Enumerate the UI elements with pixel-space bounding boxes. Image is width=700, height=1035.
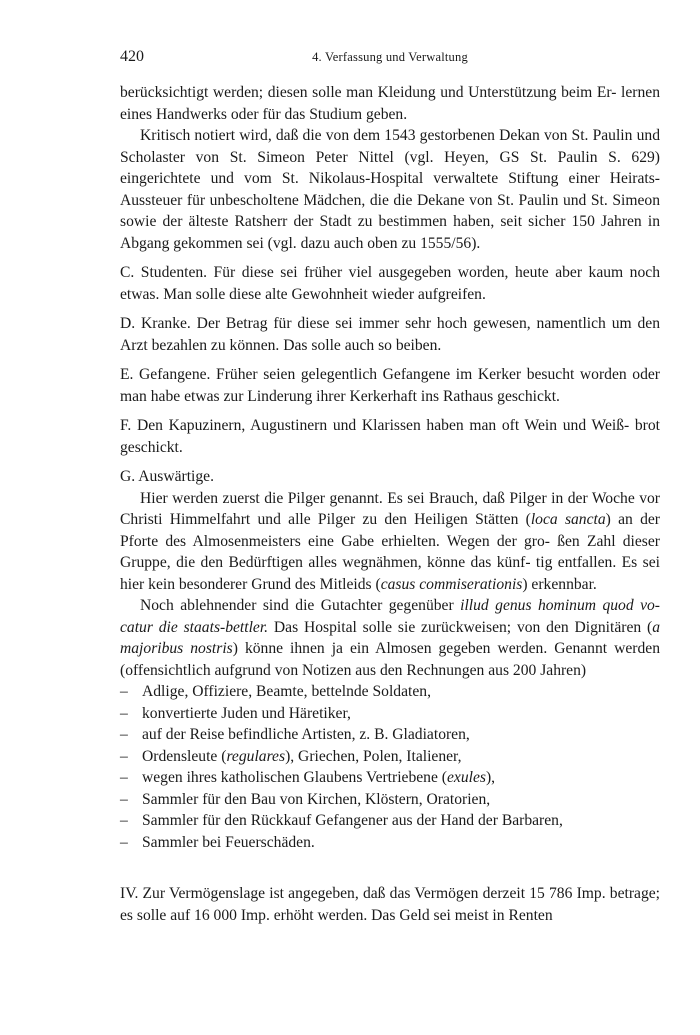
list-item: – konvertierte Juden und Häretiker, [120,703,660,725]
paragraph-nittel-foundation: Kritisch notiert wird, daß die von dem 1543 gestorbenen Dekan von St. Paulin und Scholaster von St. Simeon Peter Nittel (vgl. Heyen, GS St. Paulin S. 629) eingerichtete und vom St. Nikolaus-Hospital verwaltete Stiftung einer Heirats-Aussteuer für unbescholtene Mädchen, die die Dekane von St. Paulin und St. Simeon sowie der älteste Ratsherr der Stadt zu bestimmen haben, seit sicher 150 Jahren in Abgang gekommen sei (vgl. dazu auch oben zu 1555/56). [120,127,660,252]
list-item [120,746,660,768]
section-iv-assets: IV. Zur Vermögenslage ist angegeben, daß das Vermögen derzeit 15 786 Imp. betrage; es solle auf 16 000 Imp. erhöht werden. Das Geld sei meist in Renten [120,885,660,924]
text-run: ), [485,769,496,786]
list-item: – auf der Reise befindliche Artisten, z. B. Gladiatoren, [120,724,660,746]
list-item: – Adlige, Offiziere, Beamte, bettelnde Soldaten, [120,681,660,703]
list-item: – Sammler für den Rückkauf Gefangener aus der Hand der Barbaren, [120,810,660,832]
list-item [120,767,660,789]
latin-term: casus commiserationis [380,575,523,593]
section-c-students: C. Studenten. Für diese sei früher viel ausgegeben worden, heute aber kaum noch etwas. Man solle diese alte Gewohnheit wieder aufgreifen. [120,264,660,303]
paragraph-pilgrims [120,488,660,596]
latin-term: a majoribus nostris [120,618,660,657]
text-run: Hier werden zuerst die Pilger genannt. Es sei Brauch, daß Pilger in der Woche vor Christi Himmelfahrt und alle Pilger zu den Heiligen Stätten ( [120,489,660,528]
page-header [120,48,660,70]
page-number: 420 [120,48,144,65]
text-run: wegen ihres katholischen Glaubens Vertriebene ( [142,769,447,786]
text-run: ) an der Pforte des Almosenmeisters eine Gabe erhielten. Wegen der gro- ßen Zahl dieser Gruppe, die den Bedürftigen alles wegnähmen, könne das künf- tig entfallen. Es sei hier kein besonderer Grund des Mitleids ( [120,511,660,593]
paragraph-continuation: berücksichtigt werden; diesen solle man Kleidung und Unterstützung beim Er- lernen eines Handwerks oder für das Studium geben. [120,84,660,123]
section-e-prisoners: E. Gefangene. Früher seien gelegentlich Gefangene im Kerker besucht worden oder man habe etwas zur Linderung ihrer Kerkerhaft ins Rathaus geschickt. [120,366,660,405]
section-f-monasteries: F. Den Kapuzinern, Augustinern und Klarissen haben man oft Wein und Weiß- brot geschickt. [120,417,660,456]
text-run: Noch ablehnender sind die Gutachter gegenüber [140,597,461,614]
latin-term: loca sancta [530,511,606,528]
section-g-heading: G. Auswärtige. [120,468,214,485]
running-head: 4. Verfassung und Verwaltung [312,50,468,64]
latin-term: exules [446,769,486,786]
beggar-categories-list [120,681,660,853]
latin-term: regulares [226,747,286,765]
body-text [120,82,660,926]
section-d-sick: D. Kranke. Der Betrag für diese sei immer sehr hoch gewesen, namentlich um den Arzt bezahlen zu können. Das solle auch so beiben. [120,315,660,354]
text-run: ), Griechen, Polen, Italiener, [285,747,462,765]
list-item: – Sammler für den Bau von Kirchen, Klöstern, Oratorien, [120,789,660,811]
paragraph-state-beggars [120,595,660,681]
text-run: ) erkennbar. [522,575,597,593]
latin-term: illud genus hominum quod vo- catur die staats-bettler. [120,597,660,636]
text-run: ) könne ihnen ja ein Almosen gegeben werden. Genannt werden (offensichtlich aufgrund von Notizen aus den Rechnungen aus 200 Jahren) [120,640,660,679]
list-item: – Sammler bei Feuerschäden. [120,832,660,854]
text-run: Ordensleute ( [142,747,227,765]
text-run: Das Hospital solle sie zurückweisen; von den Dignitären ( [268,618,653,636]
